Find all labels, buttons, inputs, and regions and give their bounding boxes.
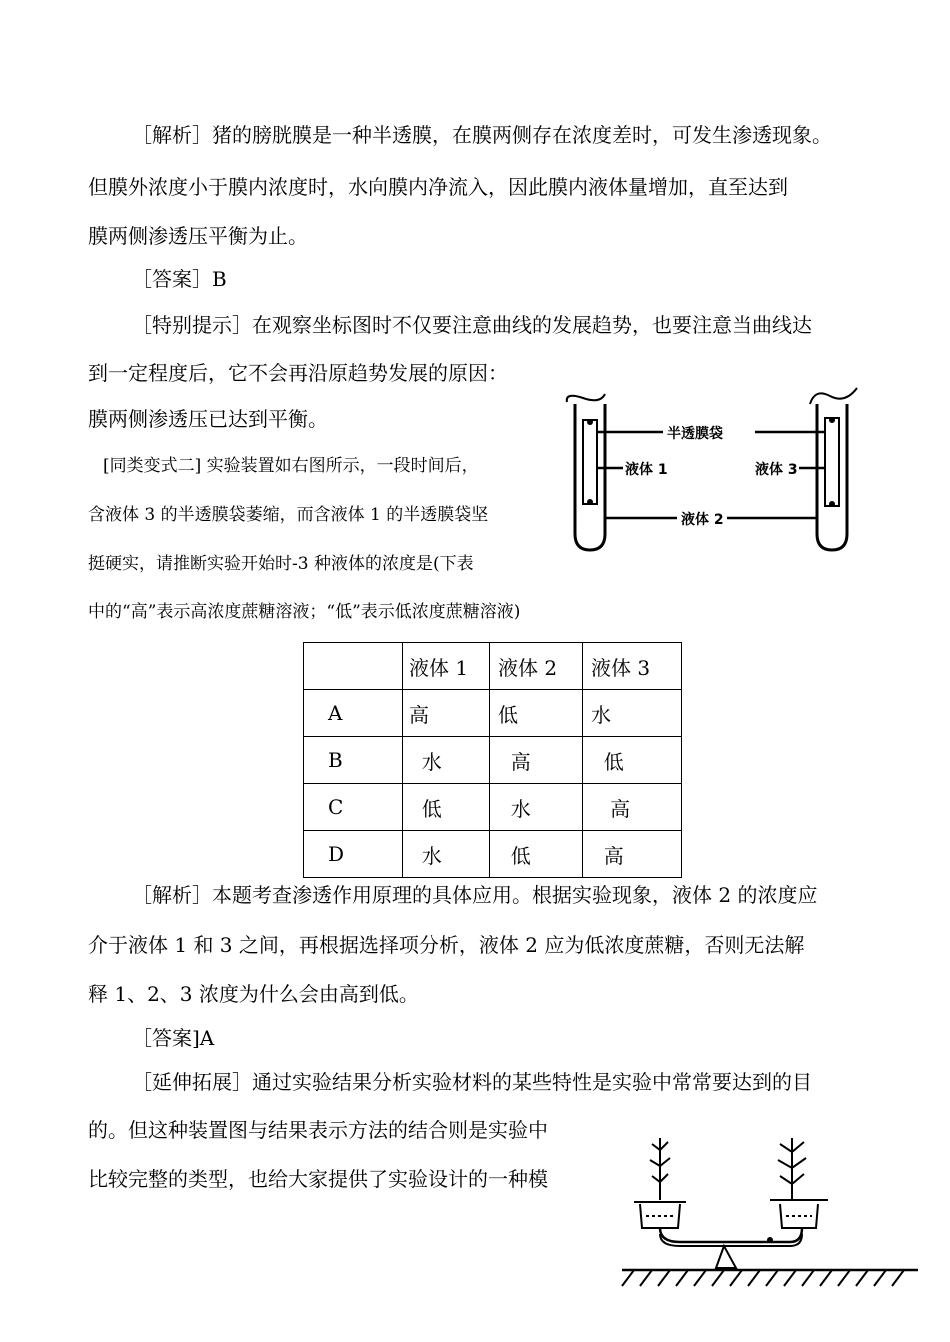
table-cell: 水 (403, 831, 490, 878)
table-cell: 高 (583, 831, 682, 878)
table-cell: 低 (490, 690, 583, 737)
label-liquid-1: 液体 1 (625, 462, 668, 478)
analysis-1-line-3: 膜两侧渗透压平衡为止。 (88, 224, 308, 248)
extension-line-2: 的。但这种装置图与结果表示方法的结合则是实验中 (88, 1118, 548, 1142)
label-semipermeable-bag: 半透膜袋 (667, 426, 723, 442)
table-cell: 水 (403, 737, 490, 784)
table-cell: 高 (490, 737, 583, 784)
table-row (304, 784, 682, 831)
options-table (303, 642, 682, 878)
table-cell: 水 (490, 784, 583, 831)
balance-plants-figure (620, 1130, 920, 1290)
variant-line-4: 中的“高”表示高浓度蔗糖溶液；“低”表示低浓度蔗糖溶液) (88, 602, 521, 622)
table-cell: 液体 2 (490, 643, 583, 690)
table-row (304, 737, 682, 784)
tip-line-2: 到一定程度后，它不会再沿原趋势发展的原因： (88, 361, 508, 385)
table-header-row (304, 643, 682, 690)
analysis-2-line-1: ［解析］本题考查渗透作用原理的具体应用。根据实验现象，液体 2 的浓度应 (132, 883, 818, 907)
tip-line-3: 膜两侧渗透压已达到平衡。 (88, 407, 328, 431)
table-cell (304, 643, 403, 690)
answer-2: ［答案]A (132, 1026, 215, 1050)
table-cell: 高 (403, 690, 490, 737)
variant-line-3: 挺硬实，请推断实验开始时-3 种液体的浓度是(下表 (88, 554, 474, 574)
table-cell: 高 (583, 784, 682, 831)
variant-line-2: 含液体 3 的半透膜袋萎缩，而含液体 1 的半透膜袋坚 (88, 505, 489, 525)
table-cell: 水 (583, 690, 682, 737)
table-cell: 液体 3 (583, 643, 682, 690)
analysis-2-line-2: 介于液体 1 和 3 之间，再根据选择项分析，液体 2 应为低浓度蔗糖，否则无法解 (88, 933, 805, 957)
table-cell: B (304, 737, 403, 784)
table-cell: C (304, 784, 403, 831)
table-row (304, 831, 682, 878)
label-liquid-3: 液体 3 (755, 462, 798, 478)
table-cell: 低 (403, 784, 490, 831)
analysis-1-line-2: 但膜外浓度小于膜内浓度时，水向膜内净流入，因此膜内液体量增加，直至达到 (88, 175, 788, 199)
table-cell: 低 (583, 737, 682, 784)
analysis-1-line-1: ［解析］猪的膀胱膜是一种半透膜，在膜两侧存在浓度差时，可发生渗透现象。 (132, 123, 832, 147)
variant-line-1: [同类变式二] 实验装置如右图所示，一段时间后， (103, 456, 479, 476)
osmosis-apparatus-figure (545, 382, 875, 557)
analysis-2-line-3: 释 1、2、3 浓度为什么会由高到低。 (88, 982, 419, 1006)
answer-1: ［答案］B (132, 267, 227, 291)
table-cell: 低 (490, 831, 583, 878)
label-liquid-2: 液体 2 (681, 512, 724, 528)
tip-line-1: ［特别提示］在观察坐标图时不仅要注意曲线的发展趋势，也要注意当曲线达 (132, 313, 812, 337)
table-row (304, 690, 682, 737)
table-cell: 液体 1 (403, 643, 490, 690)
extension-line-1: ［延伸拓展］通过实验结果分析实验材料的某些特性是实验中常常要达到的目 (132, 1070, 812, 1094)
extension-line-3: 比较完整的类型，也给大家提供了实验设计的一种模 (88, 1167, 548, 1191)
table-cell: A (304, 690, 403, 737)
table-cell: D (304, 831, 403, 878)
